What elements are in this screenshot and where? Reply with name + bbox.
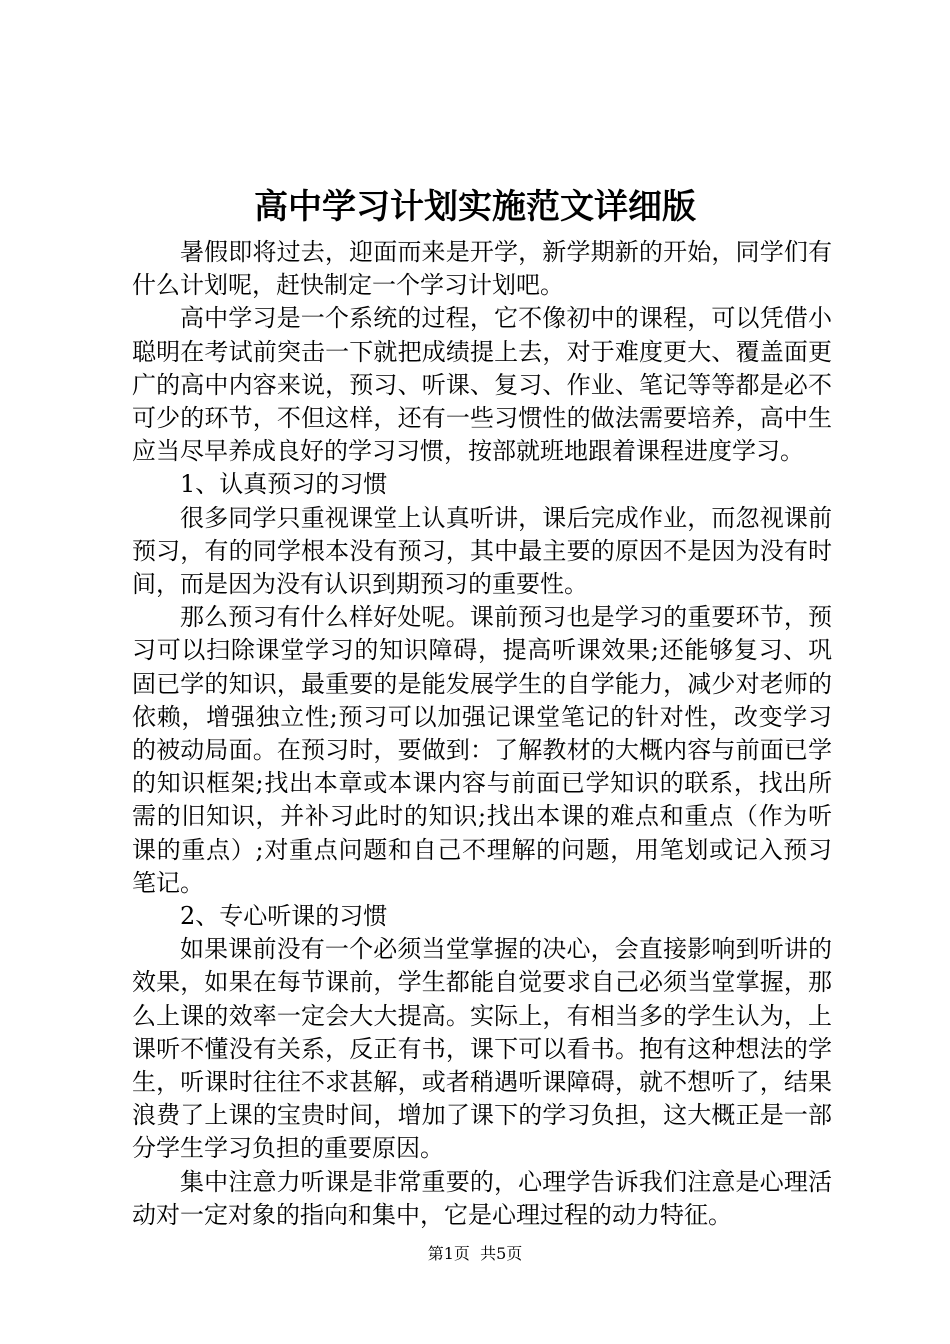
paragraph-listening-resolve: 如果课前没有一个必须当堂掌握的决心，会直接影响到听讲的效果，如果在每节课前，学生都能自觉要求自己必须当堂掌握，那么上课的效率一定会大大提高。实际上，有相当多的学生认为，上课听不懂没有关系，反正有书，课下可以看书。抱有这种想法的学生，听课时往往不求甚解，或者稍遇听课障碍，就不想听了，结果浪费了上课的宝贵时间，增加了课下的学习负担，这大概正是一部分学生学习负担的重要原因。 [132,935,832,1163]
page-number-footer: 第1页 共5页 [427,1244,523,1263]
document-body [132,236,832,1232]
paragraph-intro: 暑假即将过去，迎面而来是开学，新学期新的开始，同学们有什么计划呢，赶快制定一个学习计划吧。 [132,238,832,300]
paragraph-preview-problem: 很多同学只重视课堂上认真听讲，课后完成作业，而忽视课前预习，有的同学根本没有预习，其中最主要的原因不是因为没有时间，而是因为没有认识到期预习的重要性。 [132,503,832,599]
section-heading-listening: 2、专心听课的习惯 [180,902,388,931]
paragraph-overview: 高中学习是一个系统的过程，它不像初中的课程，可以凭借小聪明在考试前突击一下就把成绩提上去，对于难度更大、覆盖面更广的高中内容来说，预习、听课、复习、作业、笔记等等都是必不可少的环节，不但这样，还有一些习惯性的做法需要培养，高中生应当尽早养成良好的学习习惯，按部就班地跟着课程进度学习。 [132,304,832,466]
paragraph-preview-benefits: 那么预习有什么样好处呢。课前预习也是学习的重要环节，预习可以扫除课堂学习的知识障碍，提高听课效果;还能够复习、巩固已学的知识，最重要的是能发展学生的自学能力，减少对老师的依赖，增强独立性;预习可以加强记课堂笔记的针对性，改变学习的被动局面。在预习时，要做到：了解教材的大概内容与前面已学的知识框架;找出本章或本课内容与前面已学知识的联系，找出所需的旧知识，并补习此时的知识;找出本课的难点和重点（作为听课的重点）;对重点问题和自己不理解的问题，用笔划或记入预习笔记。 [132,603,832,897]
document-title: 高中学习计划实施范文详细版 [254,187,696,227]
paragraph-attention: 集中注意力听课是非常重要的，心理学告诉我们注意是心理活动对一定对象的指向和集中，它是心理过程的动力特征。 [132,1167,832,1229]
section-heading-preview: 1、认真预习的习惯 [180,470,388,499]
